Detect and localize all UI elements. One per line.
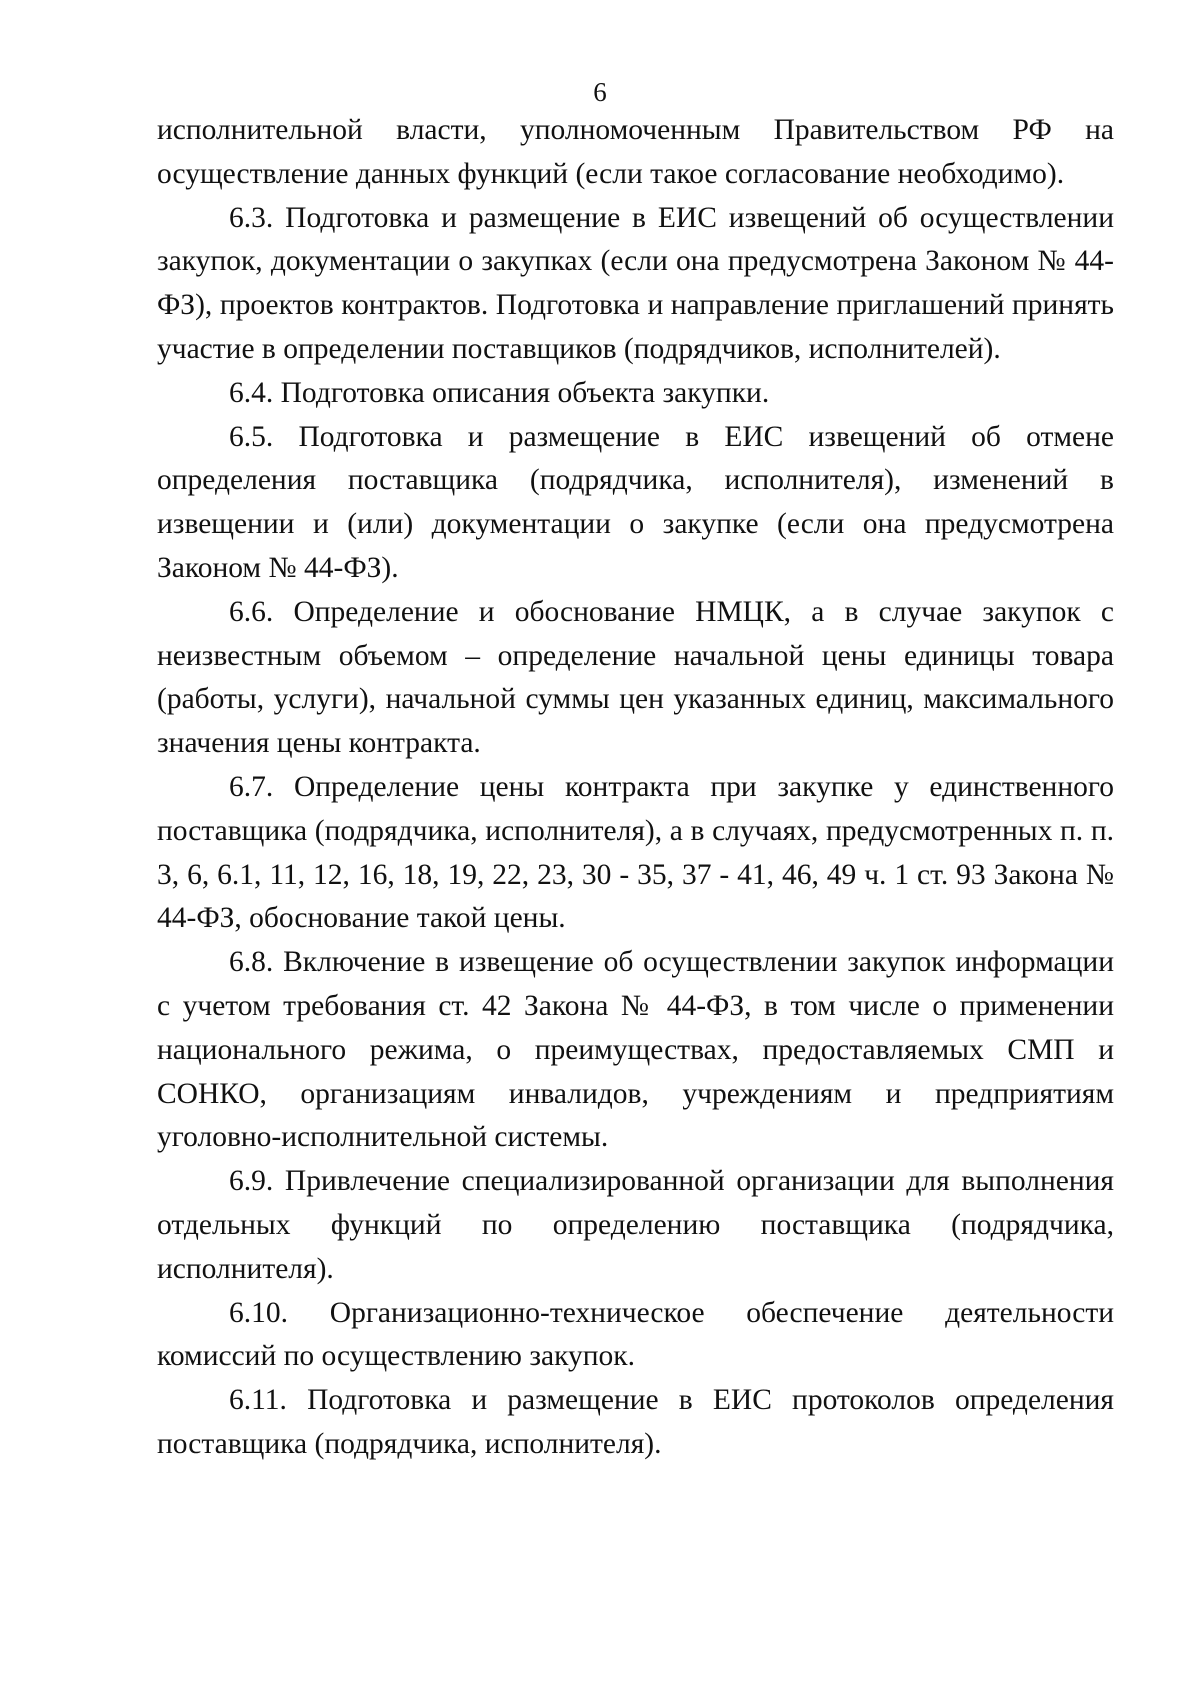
paragraph-6-3: 6.3. Подготовка и размещение в ЕИС извещений об осуществлении закупок, документации о закупках (если она предусмотрена Законом № 44-ФЗ), проектов контрактов. Подготовка и направление приглашений принять участие в определении поставщиков (подрядчиков, исполнителей). [157, 201, 1114, 365]
paragraph-6-9: 6.9. Привлечение специализированной организации для выполнения отдельных функций по определению поставщика (подрядчика, исполнителя). [157, 1165, 1114, 1285]
paragraph-6-5: 6.5. Подготовка и размещение в ЕИС извещений об отмене определения поставщика (подрядчика, исполнителя), изменений в извещении и (или) документации о закупке (если она предусмотрена Законом № 44-ФЗ). [157, 420, 1114, 584]
page-number: 6 [593, 77, 607, 107]
paragraph-6-4: 6.4. Подготовка описания объекта закупки. [229, 376, 770, 409]
paragraph-6-8: 6.8. Включение в извещение об осуществлении закупок информации с учетом требования ст. 42 Закона № 44-ФЗ, в том числе о применении национального режима, о преимуществах, предоставляемых СМП и СОНКО, организациям инвалидов, учреждениям и предприятиям уголовно-исполнительной системы. [157, 946, 1114, 1154]
paragraph-6-6: 6.6. Определение и обоснование НМЦК, а в случае закупок с неизвестным объемом – определение начальной цены единицы товара (работы, услуги), начальной суммы цен указанных единиц, максимального значения цены контракта. [157, 595, 1114, 760]
paragraph-6-7: 6.7. Определение цены контракта при закупке у единственного поставщика (подрядчика, исполнителя), а в случаях, предусмотренных п. п. 3, 6, 6.1, 11, 12, 16, 18, 19, 22, 23, 30 - 35, 37 - 41, 46, 49 ч. 1 ст. 93 Закона № 44-ФЗ, обоснование такой цены. [157, 770, 1114, 935]
paragraph-6-10: 6.10. Организационно-техническое обеспечение деятельности комиссий по осуществлению закупок. [157, 1296, 1114, 1373]
paragraph-continuation: исполнительной власти, уполномоченным Правительством РФ на осуществление данных функций (если такое согласование необходимо). [157, 114, 1114, 190]
paragraph-6-11: 6.11. Подготовка и размещение в ЕИС протоколов определения поставщика (подрядчика, исполнителя). [157, 1384, 1114, 1460]
document-body [157, 109, 1114, 1467]
